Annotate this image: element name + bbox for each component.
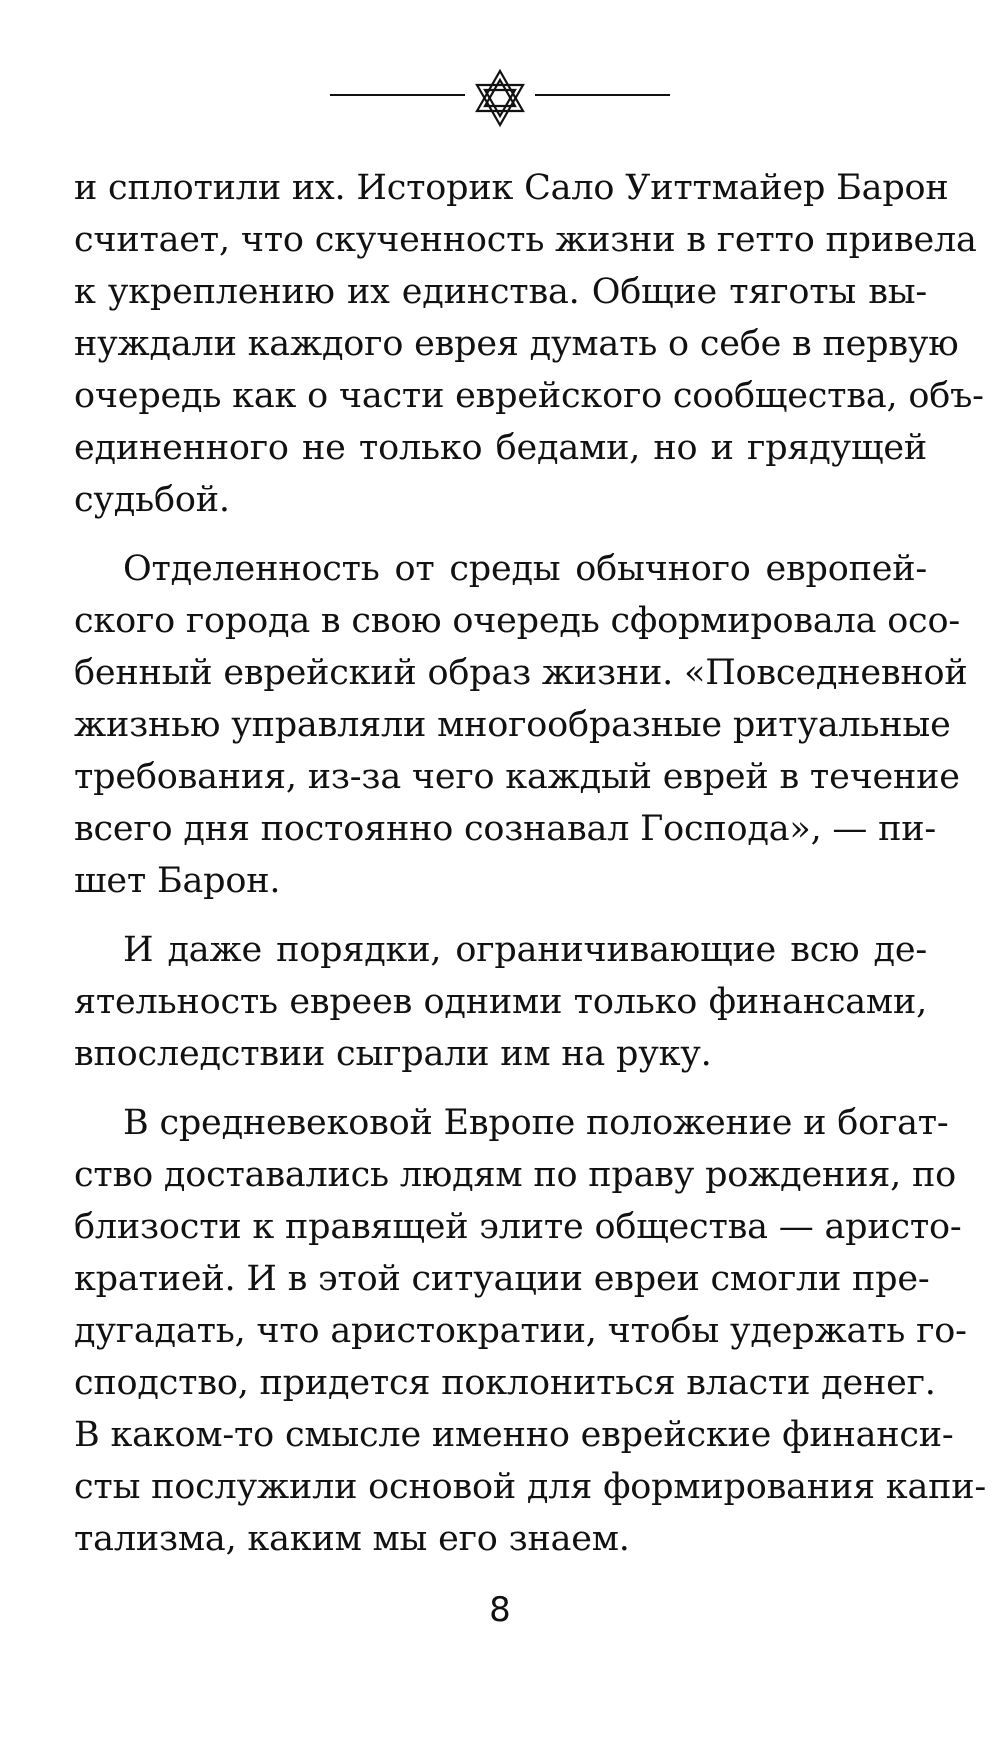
text-line: В каком-то смысле именно еврейские финанси-: [74, 1415, 954, 1455]
text-line: требования, из-за чего каждый еврей в течение: [74, 757, 960, 797]
text-line: ство доставались людям по праву рождения, по: [74, 1155, 956, 1195]
text-line: близости к правящей элите общества — аристо-: [74, 1207, 962, 1247]
body-text: [74, 162, 987, 1582]
text-line: и сплотили их. Историк Сало Уиттмайер Барон: [74, 168, 949, 208]
star-of-david-icon: [477, 71, 523, 125]
text-line: ятельность евреев одними только финансами,: [74, 982, 927, 1022]
text-line: впоследствии сыграли им на руку.: [74, 1034, 712, 1074]
text-line: ского города в свою очередь сформировала осо-: [74, 601, 960, 641]
paragraph: [74, 162, 984, 526]
text-line: нуждали каждого еврея думать о себе в первую: [74, 324, 959, 364]
header-ornament-graphic: [330, 68, 670, 132]
paragraph: [74, 1097, 987, 1565]
text-line: жизнью управляли многообразные ритуальные: [74, 705, 951, 745]
text-line: дугадать, что аристократии, чтобы удержать го-: [74, 1311, 967, 1351]
text-line: считает, что скученность жизни в гетто привела: [74, 220, 977, 260]
text-line: сты послужили основой для формирования капи-: [74, 1467, 987, 1507]
text-line: единенного не только бедами, но и грядущей: [74, 428, 927, 468]
text-line: бенный еврейский образ жизни. «Повседневной: [74, 653, 968, 693]
header-ornament: [0, 68, 1000, 132]
text-line: кратией. И в этой ситуации евреи смогли пре-: [74, 1259, 930, 1299]
text-line: к укреплению их единства. Общие тяготы вы-: [74, 272, 927, 312]
text-line: очередь как о части еврейского сообщества, объ-: [74, 376, 984, 416]
paragraph: [74, 924, 927, 1080]
text-line: шет Барон.: [74, 861, 281, 901]
text-line: В средневековой Европе положение и богат-: [123, 1103, 949, 1143]
page-number: 8: [489, 1590, 511, 1630]
text-line: И даже порядки, ограничивающие всю де-: [123, 930, 927, 970]
text-line: тализма, каким мы его знаем.: [74, 1519, 630, 1559]
text-line: сподство, придется поклониться власти денег.: [74, 1363, 936, 1403]
paragraph: [74, 543, 968, 907]
text-line: судьбой.: [74, 480, 230, 520]
text-line: Отделенность от среды обычного европей-: [123, 549, 927, 589]
text-line: всего дня постоянно сознавал Господа», — пи-: [74, 809, 937, 849]
